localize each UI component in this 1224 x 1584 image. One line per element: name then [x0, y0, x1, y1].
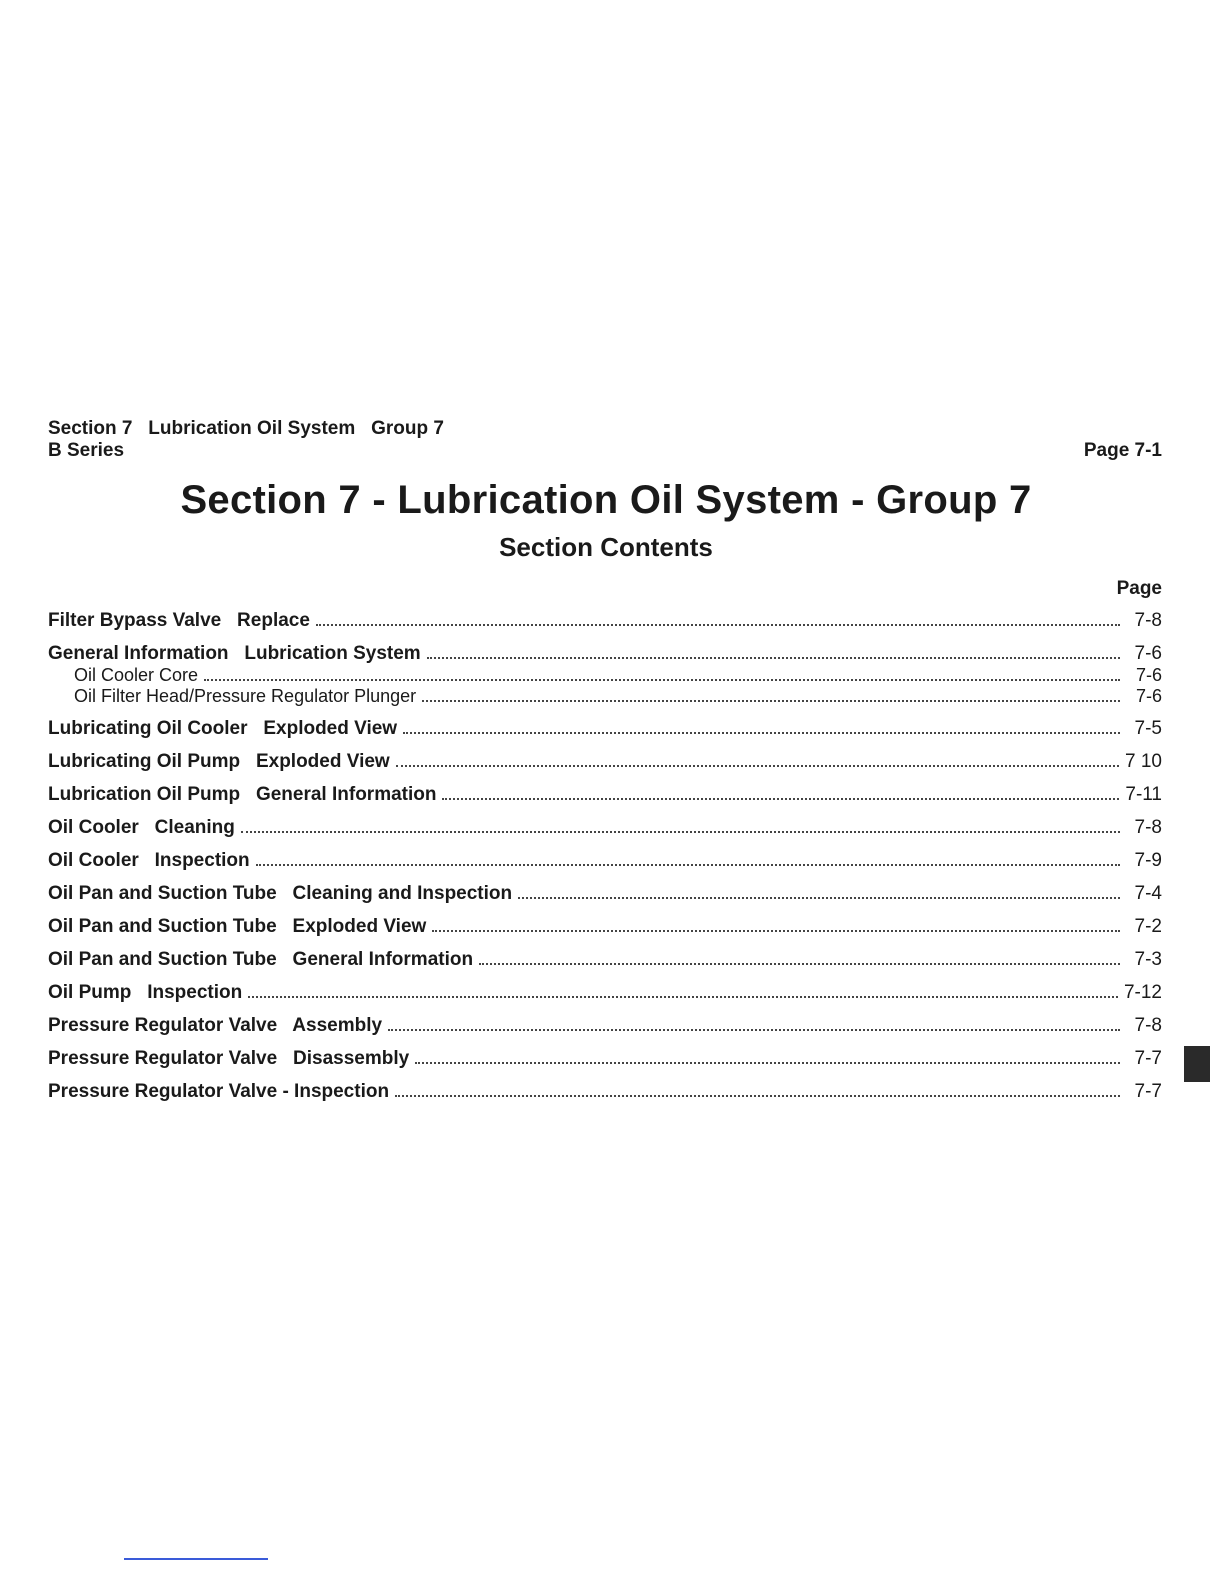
toc-subentry-page: 7-6 [1135, 665, 1162, 685]
toc-entry-label: Lubrication Oil Pump General Information [48, 784, 437, 805]
toc-entry[interactable] [48, 1048, 1162, 1070]
dot-leader [479, 963, 1120, 965]
section-thumb-tab [1184, 1046, 1210, 1082]
dot-leader [395, 1095, 1120, 1097]
dot-leader [427, 657, 1120, 659]
toc-entry-label: Oil Pan and Suction Tube General Information [48, 949, 474, 970]
toc-entry-label: Oil Cooler Inspection [48, 850, 250, 871]
dot-leader [316, 624, 1120, 626]
toc-entry[interactable] [48, 916, 1162, 938]
page-number: Page 7-1 [1083, 440, 1162, 461]
toc-entry-label: Pressure Regulator Valve - Inspection [48, 1081, 390, 1102]
page-column-heading: Page [1116, 578, 1162, 599]
toc-entry[interactable] [48, 643, 1162, 665]
toc-entry-page: 7-9 [1134, 850, 1162, 871]
toc-entry[interactable] [48, 784, 1162, 806]
toc-entry-label: Lubricating Oil Cooler Exploded View [48, 718, 398, 739]
toc-entry-label: Pressure Regulator Valve Disassembly [48, 1048, 410, 1069]
toc-entry-page: 7-12 [1123, 982, 1162, 1003]
toc-entry-page: 7-8 [1134, 817, 1162, 838]
toc-subentry-page: 7-6 [1135, 686, 1162, 706]
toc-entry-page: 7-8 [1134, 610, 1162, 631]
toc-entry[interactable] [48, 610, 1162, 632]
toc-entry-page: 7-6 [1134, 643, 1162, 664]
dot-leader [422, 700, 1120, 702]
dot-leader [204, 679, 1120, 681]
dot-leader [432, 930, 1120, 932]
toc-entry-label: Oil Cooler Cleaning [48, 817, 235, 838]
toc-entry-label: Pressure Regulator Valve Assembly [48, 1015, 383, 1036]
toc-entry-label: Filter Bypass Valve Replace [48, 610, 310, 631]
toc-entry-page: 7-2 [1134, 916, 1162, 937]
section-contents-heading: Section Contents [499, 532, 713, 562]
toc-entry-page: 7-7 [1134, 1048, 1162, 1069]
toc-entry-label: Oil Pump Inspection [48, 982, 243, 1003]
running-header [48, 418, 444, 462]
toc-entry[interactable] [48, 1081, 1162, 1103]
toc-subentry-label: Oil Filter Head/Pressure Regulator Plunger [74, 686, 417, 706]
toc-subentry[interactable] [48, 665, 1162, 686]
toc-entry[interactable] [48, 850, 1162, 872]
dot-leader [442, 798, 1119, 800]
toc-entry-page: 7-8 [1134, 1015, 1162, 1036]
dot-leader [403, 732, 1120, 734]
dot-leader [415, 1062, 1120, 1064]
footer-rule [124, 1558, 268, 1560]
dot-leader [241, 831, 1120, 833]
dot-leader [248, 996, 1118, 998]
toc-entry[interactable] [48, 718, 1162, 740]
running-header-section: Section 7 Lubrication Oil System Group 7 [48, 418, 444, 439]
toc-entry[interactable] [48, 982, 1162, 1004]
table-of-contents [48, 610, 1162, 1114]
toc-entry[interactable] [48, 949, 1162, 971]
toc-entry-label: Oil Pan and Suction Tube Cleaning and Inspection [48, 883, 513, 904]
dot-leader [518, 897, 1120, 899]
dot-leader [388, 1029, 1120, 1031]
dot-leader [256, 864, 1120, 866]
toc-subentry-label: Oil Cooler Core [74, 665, 199, 685]
toc-entry-page: 7-5 [1134, 718, 1162, 739]
toc-entry-label: General Information Lubrication System [48, 643, 421, 664]
toc-entry-page: 7-7 [1134, 1081, 1162, 1102]
toc-entry-label: Lubricating Oil Pump Exploded View [48, 751, 390, 772]
toc-entry-page: 7-11 [1125, 784, 1162, 805]
toc-entry-page: 7-3 [1134, 949, 1162, 970]
toc-entry[interactable] [48, 883, 1162, 905]
toc-entry-page: 7 10 [1125, 751, 1162, 772]
toc-entry-page: 7-4 [1134, 883, 1162, 904]
toc-subentry[interactable] [48, 686, 1162, 707]
dot-leader [396, 765, 1119, 767]
toc-entry[interactable] [48, 817, 1162, 839]
running-header-series: B Series [48, 440, 125, 461]
toc-entry[interactable] [48, 1015, 1162, 1037]
page-title: Section 7 - Lubrication Oil System - Group 7 [180, 478, 1032, 522]
toc-entry-label: Oil Pan and Suction Tube Exploded View [48, 916, 427, 937]
toc-entry[interactable] [48, 751, 1162, 773]
